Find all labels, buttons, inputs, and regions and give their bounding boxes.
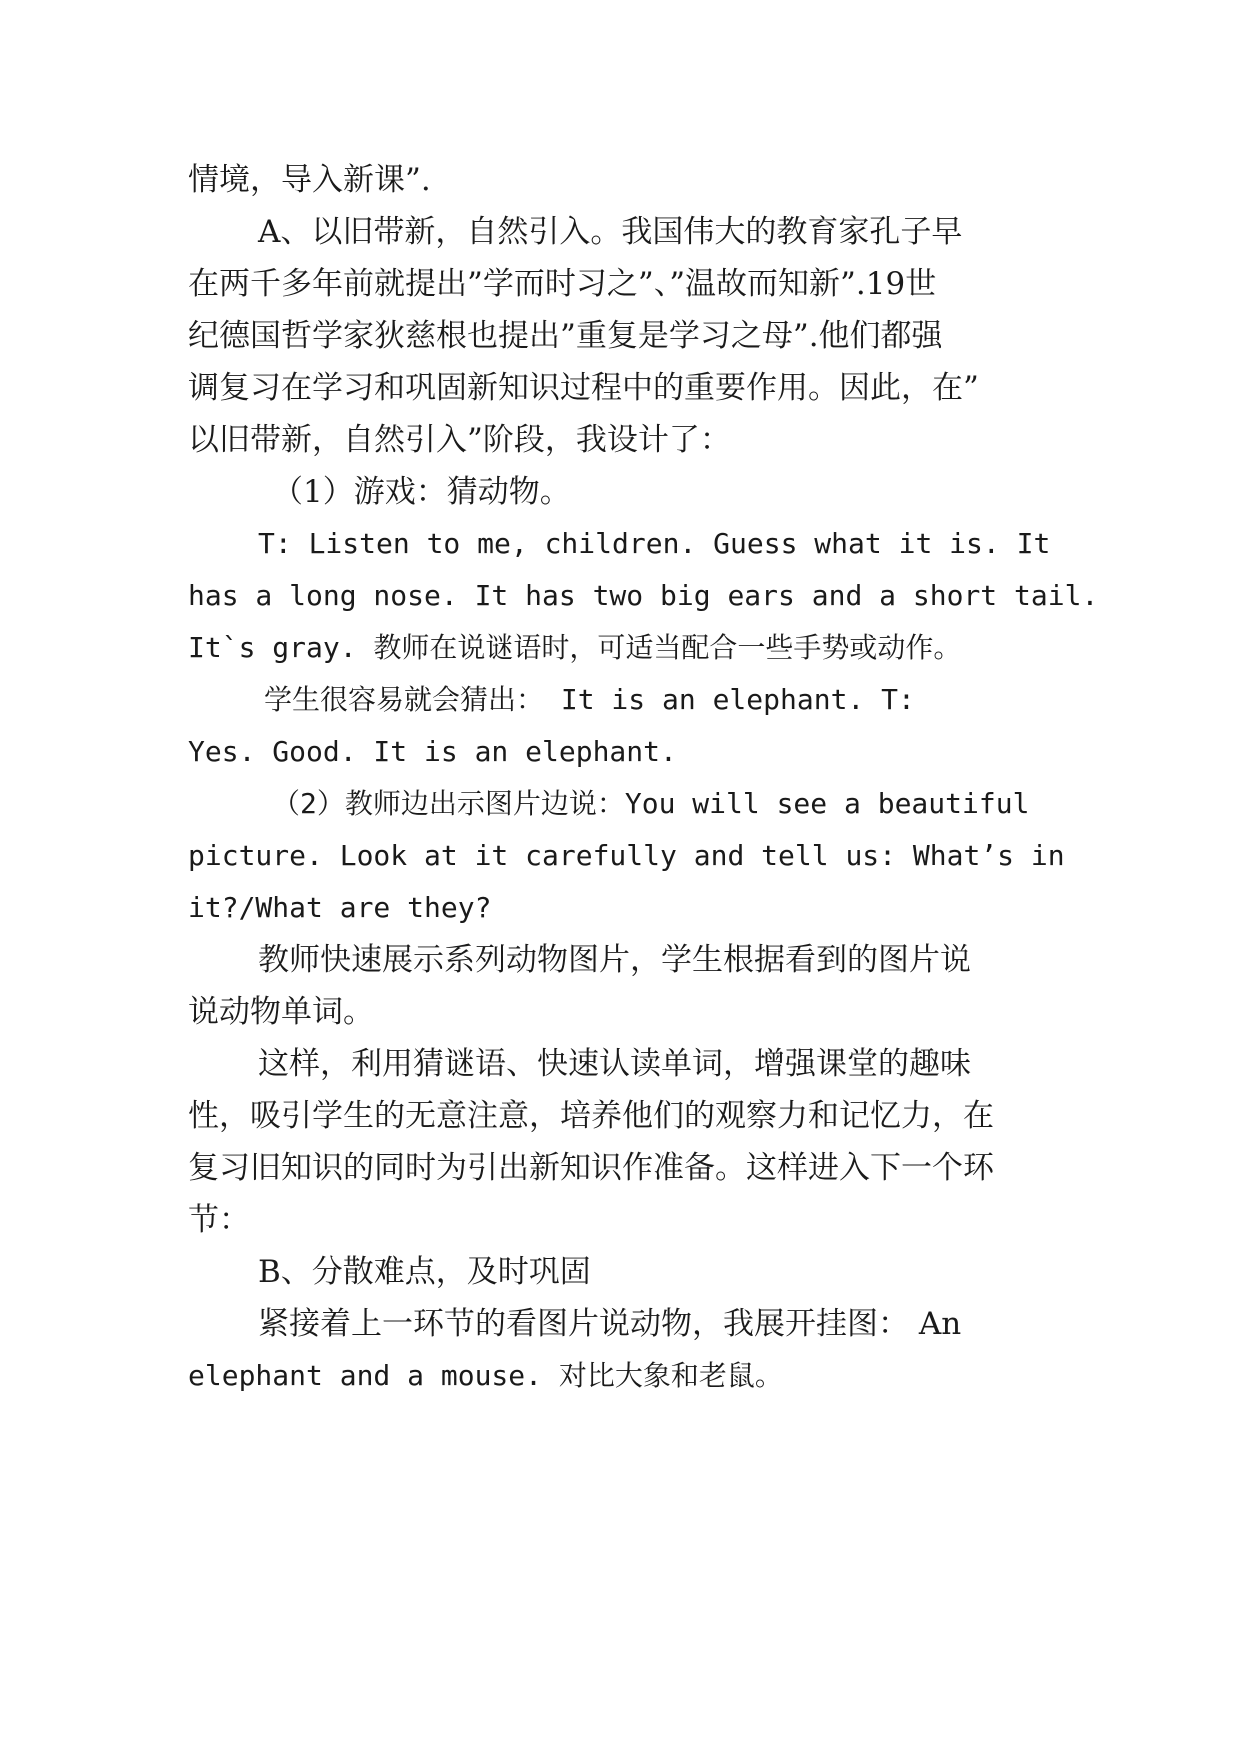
text-line: T: Listen to me, children. Guess what it is. It xyxy=(258,527,1051,560)
text-line: （2）教师边出示图片边说：You will see a beautiful xyxy=(272,787,1030,820)
text-line: 以旧带新，自然引入”阶段，我设计了： xyxy=(188,422,731,458)
text-line: 节： xyxy=(188,1202,250,1238)
text-line: picture. Look at it carefully and tell us: What’s in xyxy=(188,839,1065,872)
text-line: 在两千多年前就提出”学而时习之”、”温故而知新”.19世 xyxy=(188,266,937,302)
text-line: 学生很容易就会猜出： It is an elephant. T: xyxy=(264,683,915,716)
text-line: elephant and a mouse. 对比大象和老鼠。 xyxy=(188,1359,783,1392)
text-line: 调复习在学习和巩固新知识过程中的重要作用。因此，在” xyxy=(188,370,979,406)
text-line: B、分散难点，及时巩固 xyxy=(258,1254,591,1290)
text-line: 说动物单词。 xyxy=(188,994,374,1030)
text-line: has a long nose. It has two big ears and a short tail. xyxy=(188,579,1099,612)
text-line: 教师快速展示系列动物图片，学生根据看到的图片说 xyxy=(258,942,971,978)
text-line: It`s gray. 教师在说谜语时，可适当配合一些手势或动作。 xyxy=(188,631,962,664)
text-line: 性，吸引学生的无意注意，培养他们的观察力和记忆力，在 xyxy=(188,1098,994,1134)
text-line: 这样，利用猜谜语、快速认读单词，增强课堂的趣味 xyxy=(258,1046,971,1082)
text-line: 紧接着上一环节的看图片说动物，我展开挂图： An xyxy=(258,1306,962,1342)
text-line: 纪德国哲学家狄慈根也提出”重复是学习之母”.他们都强 xyxy=(188,318,943,354)
text-line: 情境，导入新课”. xyxy=(188,162,431,198)
text-line: A、以旧带新，自然引入。我国伟大的教育家孔子早 xyxy=(258,214,963,250)
text-line: Yes. Good. It is an elephant. xyxy=(188,735,677,768)
text-line: it?/What are they? xyxy=(188,891,492,924)
text-line: 复习旧知识的同时为引出新知识作准备。这样进入下一个环 xyxy=(188,1150,994,1186)
text-line: （1）游戏：猜动物。 xyxy=(272,474,571,510)
